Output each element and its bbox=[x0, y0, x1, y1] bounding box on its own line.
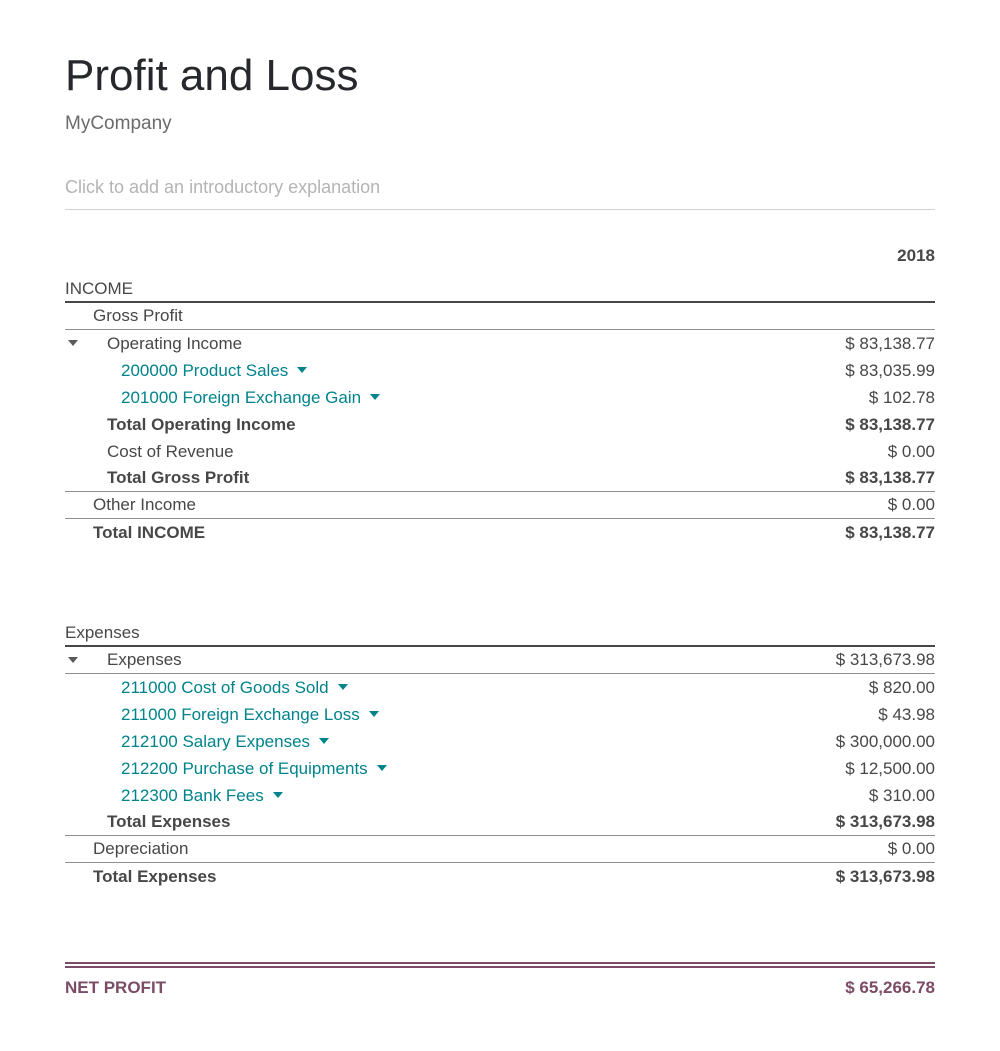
page-title: Profit and Loss bbox=[65, 51, 359, 100]
account-dropdown-caret-icon[interactable] bbox=[297, 367, 307, 373]
account-link[interactable]: 212100 Salary Expenses bbox=[121, 732, 329, 752]
row-value: $ 313,673.98 bbox=[835, 812, 935, 831]
report-row bbox=[65, 674, 935, 701]
report-row bbox=[65, 701, 935, 728]
row-value: $ 43.98 bbox=[878, 704, 935, 724]
row-value: $ 12,500.00 bbox=[845, 758, 935, 778]
row-value: $ 0.00 bbox=[887, 839, 935, 858]
row-value: $ 102.78 bbox=[868, 387, 935, 407]
period-column-header: 2018 bbox=[897, 246, 935, 265]
account-dropdown-caret-icon[interactable] bbox=[377, 765, 387, 771]
report-row bbox=[65, 303, 935, 330]
row-label: Other Income bbox=[93, 495, 196, 514]
row-value: $ 820.00 bbox=[868, 677, 935, 697]
row-value: $ 0.00 bbox=[887, 495, 935, 514]
report-row bbox=[65, 492, 935, 519]
collapse-caret-icon[interactable] bbox=[68, 340, 78, 346]
account-link[interactable]: 211000 Cost of Goods Sold bbox=[121, 678, 348, 698]
report-row bbox=[65, 809, 935, 836]
row-label: Total Expenses bbox=[93, 866, 217, 886]
report-row bbox=[65, 438, 935, 465]
report-row bbox=[65, 836, 935, 863]
row-label: Gross Profit bbox=[93, 306, 183, 325]
row-label: Total Expenses bbox=[107, 812, 231, 831]
row-value: $ 83,138.77 bbox=[845, 333, 935, 353]
row-label: Total INCOME bbox=[93, 522, 206, 542]
row-label: Depreciation bbox=[93, 839, 189, 858]
account-link[interactable]: 200000 Product Sales bbox=[121, 361, 307, 381]
net-profit-value: $ 65,266.78 bbox=[845, 978, 935, 997]
row-value: $ 300,000.00 bbox=[835, 731, 935, 751]
row-label: Expenses bbox=[107, 650, 182, 669]
company-name: MyCompany bbox=[65, 113, 172, 134]
account-link[interactable]: 212300 Bank Fees bbox=[121, 786, 283, 806]
report-row bbox=[65, 647, 935, 674]
section-expenses bbox=[65, 620, 935, 890]
account-dropdown-caret-icon[interactable] bbox=[369, 711, 379, 717]
row-value: $ 313,673.98 bbox=[835, 866, 935, 886]
row-label: Total Operating Income bbox=[107, 414, 296, 434]
row-value: $ 313,673.98 bbox=[835, 650, 935, 669]
row-value: $ 83,035.99 bbox=[845, 360, 935, 380]
report-row bbox=[65, 357, 935, 384]
report-row bbox=[65, 782, 935, 809]
account-link[interactable]: 211000 Foreign Exchange Loss bbox=[121, 705, 379, 725]
row-value: $ 83,138.77 bbox=[845, 414, 935, 434]
account-dropdown-caret-icon[interactable] bbox=[338, 684, 348, 690]
row-value: $ 0.00 bbox=[887, 441, 935, 461]
report-row bbox=[65, 411, 935, 438]
net-profit-label: NET PROFIT bbox=[65, 978, 167, 997]
report-row bbox=[65, 863, 935, 890]
report-body bbox=[65, 276, 935, 890]
row-label: Operating Income bbox=[107, 333, 243, 353]
row-value: $ 310.00 bbox=[868, 785, 935, 805]
section-income bbox=[65, 276, 935, 546]
report-row bbox=[65, 755, 935, 782]
account-link[interactable]: 201000 Foreign Exchange Gain bbox=[121, 388, 380, 408]
section-header-expenses: Expenses bbox=[65, 620, 935, 647]
section-header-income: INCOME bbox=[65, 276, 935, 303]
account-dropdown-caret-icon[interactable] bbox=[273, 792, 283, 798]
row-value: $ 83,138.77 bbox=[845, 522, 935, 542]
row-label: Cost of Revenue bbox=[107, 441, 234, 461]
report-row bbox=[65, 465, 935, 492]
net-profit-row bbox=[65, 962, 935, 999]
report-row bbox=[65, 519, 935, 546]
row-label: Total Gross Profit bbox=[107, 468, 250, 487]
collapse-caret-icon[interactable] bbox=[68, 657, 78, 663]
report-row bbox=[65, 384, 935, 411]
row-value: $ 83,138.77 bbox=[845, 468, 935, 487]
intro-explanation-placeholder[interactable]: Click to add an introductory explanation bbox=[65, 177, 935, 210]
report-row bbox=[65, 728, 935, 755]
account-link[interactable]: 212200 Purchase of Equipments bbox=[121, 759, 387, 779]
account-dropdown-caret-icon[interactable] bbox=[319, 738, 329, 744]
report-row bbox=[65, 330, 935, 357]
account-dropdown-caret-icon[interactable] bbox=[370, 394, 380, 400]
